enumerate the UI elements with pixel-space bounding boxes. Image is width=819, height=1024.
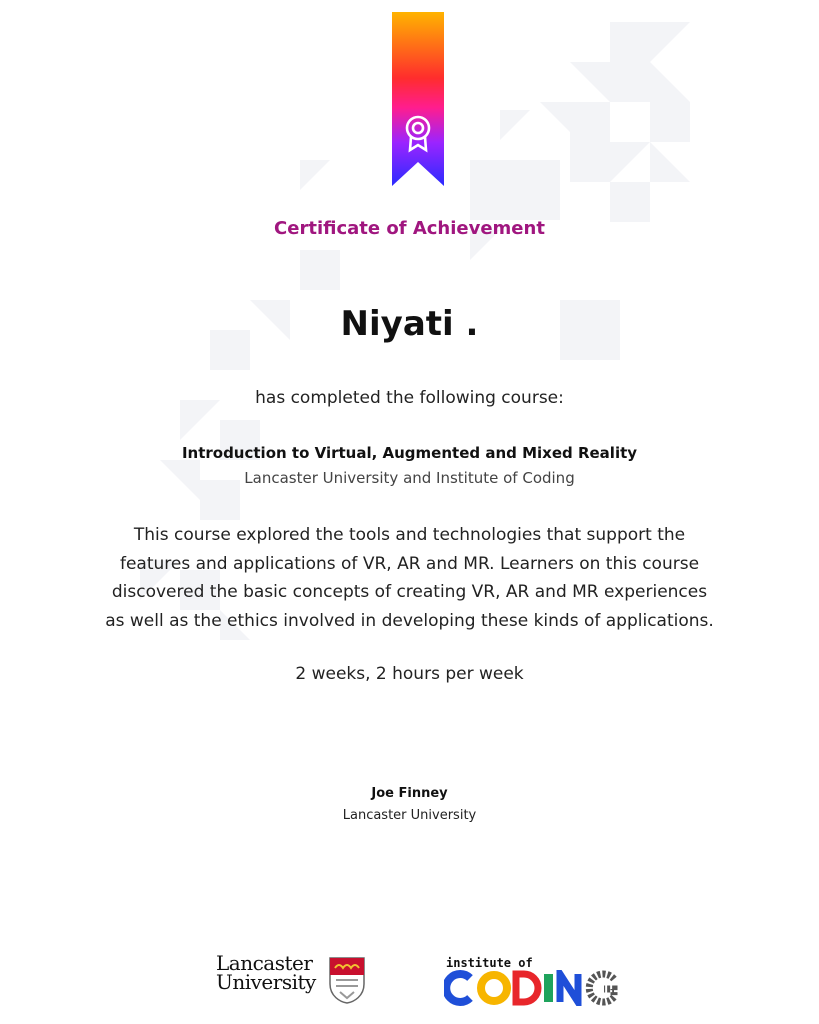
learner-name: Niyati .: [340, 304, 479, 344]
lancaster-university-logo: [216, 951, 368, 1006]
ioc-logo-small-text: institute of: [446, 956, 533, 970]
lancaster-crest-icon: [328, 956, 366, 1004]
lancaster-logo-line1: Lancaster: [216, 951, 313, 975]
certificate-title: Certificate of Achievement: [274, 218, 545, 239]
signatory-organisation: Lancaster University: [342, 808, 477, 823]
course-description: This course explored the tools and technologies that support the features and applications of VR, AR and MR. Learners on this course discovered the basic concepts of creating VR, AR and MR experiences as well as the ethics involved in developing these kinds of applications.: [105, 525, 714, 631]
award-ribbon: [392, 12, 444, 186]
signatory-name: Joe Finney: [371, 786, 448, 801]
completion-statement: has completed the following course:: [255, 388, 564, 408]
course-title: Introduction to Virtual, Augmented and Mixed Reality: [181, 444, 638, 462]
ioc-coding-wordmark: [444, 970, 624, 1006]
lancaster-logo-line2: University: [216, 970, 316, 994]
course-organisation: Lancaster University and Institute of Coding: [244, 469, 575, 487]
lancaster-logo-text: [216, 951, 316, 994]
institute-of-coding-logo: [444, 956, 624, 1008]
course-duration: 2 weeks, 2 hours per week: [295, 664, 524, 684]
